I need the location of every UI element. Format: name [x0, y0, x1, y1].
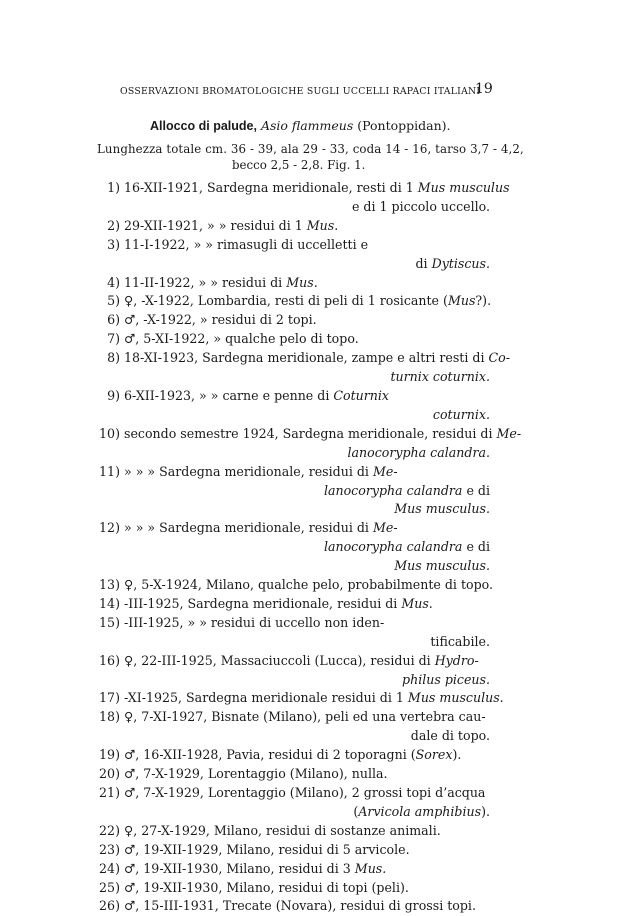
entry-number: 26): [99, 898, 120, 914]
entry-continuation: [90, 557, 490, 576]
entry-continuation: [90, 633, 490, 652]
measurements-line-1: Lunghezza totale cm. 36 - 39, ala 29 - 33, coda 14 - 16, tarso 3,7 - 4,2,: [97, 142, 524, 156]
entry-continuation: [90, 444, 490, 463]
entry-continuation: [90, 500, 490, 519]
list-item: [90, 652, 490, 690]
entry-segment: di: [415, 255, 432, 271]
measurements-line-2: becco 2,5 - 2,8. Fig. 1.: [232, 158, 366, 172]
entry-text: [90, 217, 490, 236]
entry-number: 21): [99, 785, 120, 800]
species-authority: (Pontoppidan).: [357, 118, 451, 133]
list-item: [90, 746, 490, 765]
entry-number: 22): [99, 822, 120, 838]
entry-segment: 16-XII-1921, Sardegna meridionale, resti di 1: [124, 180, 418, 195]
species-scientific-name: Asio flammeus: [260, 118, 354, 133]
entry-text: [90, 349, 510, 368]
list-item: [90, 614, 490, 652]
entry-text: [90, 765, 490, 784]
entry-text: [90, 652, 490, 671]
entry-number: 10): [99, 425, 120, 441]
entry-number: 16): [99, 652, 120, 668]
entry-text: [90, 860, 490, 879]
species-title: [150, 118, 451, 133]
entry-number: 7): [107, 331, 120, 347]
entry-continuation: [90, 406, 490, 425]
taxon-name: Sorex: [415, 747, 453, 763]
entry-text: [90, 274, 490, 293]
list-item: [90, 349, 510, 387]
entry-continuation: [90, 198, 490, 217]
list-item: [90, 784, 490, 822]
entry-text: [90, 330, 490, 349]
taxon-name: Hydro-: [434, 652, 479, 668]
taxon-name: Mus musculus.: [394, 558, 490, 574]
species-common-name: Allocco di palude,: [150, 119, 257, 133]
taxon-name: Mus musculus.: [407, 690, 504, 706]
list-item: [90, 217, 490, 236]
entry-segment: e di 1 piccolo uccello.: [351, 198, 490, 214]
entry-segment: ♀, 22-III-1925, Massaciuccoli (Lucca), residui di: [124, 652, 435, 668]
list-item: [90, 425, 522, 463]
list-item: [90, 179, 510, 217]
entry-segment: ).: [452, 747, 462, 763]
entry-text: [90, 425, 522, 444]
list-item: [90, 236, 490, 274]
taxon-name: turnix coturnix.: [390, 369, 490, 385]
list-item: [90, 860, 490, 879]
entry-text: [90, 879, 490, 898]
entry-segment: 11-II-1922, » » residui di: [124, 274, 287, 290]
entry-text: [90, 311, 490, 330]
list-item: [90, 519, 490, 576]
entry-number: 20): [99, 766, 120, 782]
entry-continuation: [90, 255, 490, 274]
entry-number: 4): [107, 274, 120, 290]
entry-text: [90, 708, 490, 727]
entry-text: [90, 576, 494, 595]
entry-text: [90, 784, 490, 803]
entry-number: 15): [99, 614, 120, 630]
list-item: [90, 689, 504, 708]
entry-segment: ♀, 27-X-1929, Milano, residui di sostanze animali.: [124, 822, 441, 838]
list-item: [90, 330, 490, 349]
entry-number: 8): [107, 350, 120, 366]
entry-text: [90, 746, 490, 765]
entry-number: 13): [99, 577, 120, 593]
entry-text: [90, 614, 490, 633]
entry-segment: » » » Sardegna meridionale, residui di: [124, 520, 373, 536]
entry-segment: ♂, 5-XI-1922, » qualche pelo di topo.: [124, 331, 359, 347]
entry-text: [90, 822, 490, 841]
entry-continuation: [90, 727, 490, 746]
taxon-name: Coturnix: [333, 387, 390, 403]
entry-segment: ♂, 15-III-1931, Trecate (Novara), residui di grossi topi.: [124, 898, 476, 914]
entry-segment: ♀, -X-1922, Lombardia, resti di peli di 1 rosicante (: [124, 293, 448, 309]
entry-segment: ♀, 5-X-1924, Milano, qualche pelo, probabilmente di topo.: [124, 577, 494, 593]
entry-continuation: [90, 368, 490, 387]
entry-number: 23): [99, 841, 120, 857]
list-item: [90, 387, 490, 425]
list-item: [90, 292, 490, 311]
entry-continuation: [90, 803, 490, 822]
list-item: [90, 708, 490, 746]
entry-segment: ♂, 7-X-1929, Lorentaggio (Milano), 2 grossi topi d’acqua: [124, 785, 486, 800]
observation-list: [90, 179, 522, 916]
entry-segment: 18-XI-1923, Sardegna meridionale, zampe e altri resti di: [124, 350, 489, 366]
entry-number: 6): [107, 312, 120, 328]
entry-number: 5): [107, 293, 120, 309]
taxon-name: Mus: [447, 293, 476, 309]
entry-segment: -III-1925, » » residui di uccello non iden-: [124, 614, 385, 630]
list-item: [90, 311, 490, 330]
entry-text: [90, 595, 490, 614]
entry-number: 14): [99, 595, 120, 611]
taxon-name: Mus.: [401, 595, 433, 611]
entry-segment: 11-I-1922, » » rimasugli di uccelletti e: [124, 236, 369, 252]
entry-number: 17): [99, 690, 120, 706]
list-item: [90, 274, 490, 293]
entry-number: 2): [107, 217, 120, 233]
taxon-name: lanocorypha calandra: [323, 482, 463, 498]
entry-segment: ♂, -X-1922, » residui di 2 topi.: [124, 312, 317, 328]
entry-number: 9): [107, 387, 120, 403]
entry-text: [90, 387, 490, 406]
entry-segment: ♂, 19-XII-1930, Milano, residui di topi (peli).: [124, 879, 409, 895]
entry-text: [90, 236, 490, 255]
entry-segment: ?).: [475, 293, 492, 309]
entry-segment: (: [353, 803, 359, 819]
taxon-name: Dytiscus.: [431, 255, 490, 271]
taxon-name: lanocorypha calandra: [323, 539, 463, 555]
list-item: [90, 595, 490, 614]
taxon-name: Co-: [488, 350, 510, 366]
entry-text: [90, 179, 510, 198]
list-item: [90, 463, 490, 520]
list-item: [90, 765, 490, 784]
entry-segment: » » » Sardegna meridionale, residui di: [124, 463, 373, 479]
entry-segment: ♂, 19-XII-1930, Milano, residui di 3: [124, 860, 355, 876]
list-item: [90, 822, 490, 841]
taxon-name: Mus.: [306, 217, 339, 233]
list-item: [90, 879, 490, 898]
taxon-name: Mus.: [354, 860, 387, 876]
entry-text: [90, 463, 490, 482]
taxon-name: Mus musculus.: [394, 501, 490, 517]
entry-segment: dale di topo.: [410, 728, 490, 744]
list-item: [90, 841, 490, 860]
taxon-name: Me-: [496, 425, 522, 441]
running-head: OSSERVAZIONI BROMATOLOGICHE SUGLI UCCELLI RAPACI ITALIANI: [120, 86, 481, 97]
taxon-name: Me-: [372, 463, 398, 479]
entry-continuation: [90, 482, 490, 501]
list-item: [90, 897, 490, 916]
entry-segment: e di: [462, 482, 490, 498]
page-number: 19: [475, 81, 493, 97]
entry-number: 11): [99, 463, 120, 479]
entry-segment: 6-XII-1923, » » carne e penne di: [124, 387, 334, 403]
taxon-name: Mus.: [286, 274, 318, 290]
entry-number: 24): [99, 860, 120, 876]
entry-number: 18): [99, 709, 120, 725]
list-item: [90, 576, 494, 595]
entry-number: 25): [99, 879, 120, 895]
entry-continuation: [90, 671, 490, 690]
taxon-name: coturnix.: [432, 406, 490, 422]
entry-number: 3): [107, 236, 120, 252]
taxon-name: Me-: [372, 520, 398, 536]
entry-text: [90, 292, 490, 311]
entry-segment: secondo semestre 1924, Sardegna meridionale, residui di: [124, 425, 497, 441]
taxon-name: lanocorypha calandra.: [347, 444, 490, 460]
entry-segment: -XI-1925, Sardegna meridionale residui di 1: [124, 690, 408, 706]
entry-segment: e di: [462, 539, 490, 555]
entry-text: [90, 897, 490, 916]
entry-number: 19): [99, 747, 120, 763]
entry-text: [90, 689, 504, 708]
entry-segment: ♂, 19-XII-1929, Milano, residui di 5 arvicole.: [124, 841, 410, 857]
entry-text: [90, 519, 490, 538]
taxon-name: Mus musculus: [417, 180, 510, 195]
entry-number: 1): [107, 180, 120, 195]
taxon-name: philus piceus.: [402, 671, 490, 687]
entry-segment: ♀, 7-XI-1927, Bisnate (Milano), peli ed una vertebra cau-: [124, 709, 486, 725]
entry-segment: ♂, 16-XII-1928, Pavia, residui di 2 toporagni (: [124, 747, 416, 763]
entry-segment: tificabile.: [430, 633, 490, 649]
taxon-name: Arvicola amphibius: [358, 803, 482, 819]
entry-number: 12): [99, 520, 120, 536]
entry-segment: ♂, 7-X-1929, Lorentaggio (Milano), nulla.: [124, 766, 388, 782]
entry-segment: -III-1925, Sardegna meridionale, residui di: [124, 595, 402, 611]
entry-text: [90, 841, 490, 860]
entry-segment: 29-XII-1921, » » residui di 1: [124, 217, 307, 233]
entry-segment: ).: [481, 803, 490, 819]
entry-continuation: [90, 538, 490, 557]
